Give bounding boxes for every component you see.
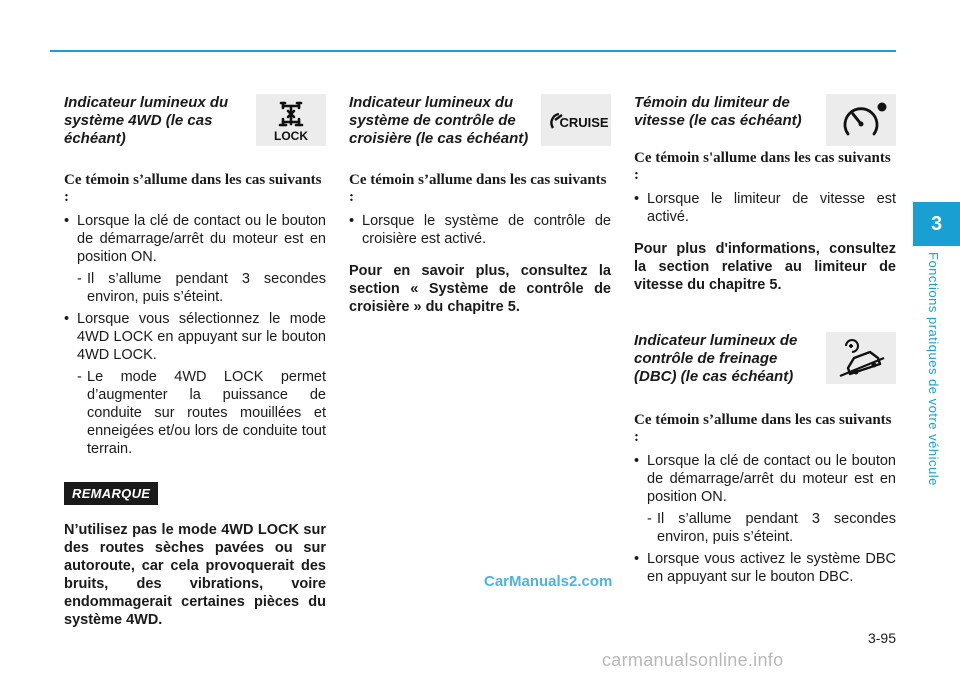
- info-cruise: Pour en savoir plus, consultez la section « Système de contrôle de croisière » du chapitre 5.: [349, 263, 611, 315]
- chapter-tab: 3: [913, 202, 960, 246]
- info-speed-limiter: Pour plus d'informations, consultez la section relative au limiteur de vitesse du chapitre 5.: [634, 241, 896, 293]
- bullet-list-cruise: [349, 212, 611, 248]
- page-number: 3-95: [867, 630, 896, 646]
- list-item: • Lorsque le limiteur de vitesse est activé.: [634, 190, 896, 226]
- section-header-cruise: [349, 94, 611, 148]
- cruise-icon: [541, 94, 611, 146]
- section-header-speed-limiter: [634, 94, 896, 146]
- heading-speed-limiter: Témoin du limiteur de vitesse (le cas échéant): [634, 94, 802, 129]
- column-speed-limiter: [634, 94, 896, 590]
- heading-dbc: Indicateur lumineux de contrôle de freinage (DBC) (le cas échéant): [634, 332, 798, 385]
- lock-icon-label: LOCK: [274, 129, 308, 143]
- column-4wd: [64, 94, 326, 629]
- list-item: • Lorsque la clé de contact ou le bouton de démarrage/arrêt du moteur est en position ON. - Il s’allume pendant 3 secondes environ, puis s’éteint.: [634, 452, 896, 546]
- 4wd-lock-icon: [256, 94, 326, 146]
- list-item: • Lorsque le système de contrôle de croisière est activé.: [349, 212, 611, 248]
- bullet-list-dbc: [634, 452, 896, 586]
- dbc-icon: [826, 332, 896, 384]
- dash-item: - Il s’allume pendant 3 secondes environ, puis s’éteint.: [77, 270, 326, 306]
- dash-item: - Il s’allume pendant 3 secondes environ, puis s’éteint.: [647, 510, 896, 546]
- dash-item: - Le mode 4WD LOCK permet d’augmenter la puissance de conduite sur routes mouillées et enneigées et/ou lors de conduite tout terrain.: [77, 368, 326, 458]
- speed-limiter-icon: [826, 94, 896, 146]
- cruise-icon-label: CRUISE: [559, 115, 609, 130]
- section-header-4wd: [64, 94, 326, 148]
- list-item: • Lorsque vous activez le système DBC en appuyant sur le bouton DBC.: [634, 550, 896, 586]
- list-item: • Lorsque vous sélectionnez le mode 4WD LOCK en appuyant sur le bouton 4WD LOCK. - Le mode 4WD LOCK permet d’augmenter la puissance de conduite sur routes mouillées et enneigées et/ou lors de conduite tout terrain.: [64, 310, 326, 458]
- subheading-dbc: Ce témoin s’allume dans les cas suivants :: [634, 412, 892, 445]
- column-cruise: [349, 94, 611, 316]
- watermark-footer: carmanualsonline.info: [602, 650, 784, 670]
- subheading-cruise: Ce témoin s’allume dans les cas suivants :: [349, 172, 607, 205]
- subheading-4wd: Ce témoin s’allume dans les cas suivants :: [64, 172, 322, 205]
- list-item: • Lorsque la clé de contact ou le bouton de démarrage/arrêt du moteur est en position ON. - Il s’allume pendant 3 secondes environ, puis s’éteint.: [64, 212, 326, 306]
- remark-badge: REMARQUE: [64, 482, 158, 505]
- watermark-link[interactable]: CarManuals2.com: [484, 573, 613, 590]
- remark-text: N’utilisez pas le mode 4WD LOCK sur des routes sèches pavées ou sur autoroute, car cela provoquerait des bruits, des vibrations, voire endommagerait certaines pièces du système 4WD.: [64, 522, 326, 628]
- bullet-list-4wd: [64, 212, 326, 458]
- heading-4wd: Indicateur lumineux du système 4WD (le cas échéant): [64, 94, 229, 147]
- section-header-dbc: [634, 332, 896, 386]
- heading-cruise: Indicateur lumineux du système de contrôle de croisière (le cas échéant): [349, 94, 529, 147]
- bullet-list-speed-limiter: [634, 190, 896, 226]
- header-rule: [50, 50, 896, 52]
- chapter-title: Fonctions pratiques de votre véhicule: [926, 252, 941, 486]
- subheading-speed-limiter: Ce témoin s'allume dans les cas suivants :: [634, 150, 891, 183]
